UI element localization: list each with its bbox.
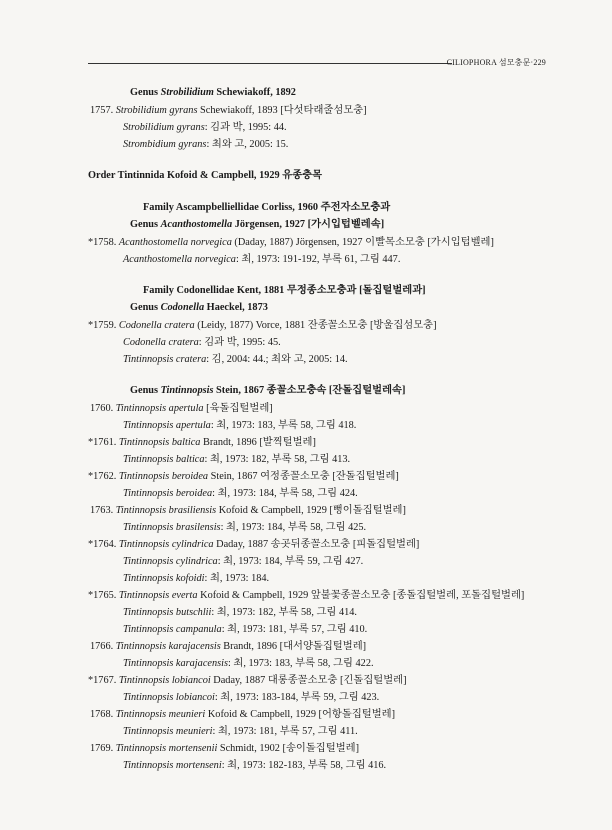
synonym-line: Tintinnopsis beroidea: 최, 1973: 184, 부록 58, 그림 424. bbox=[123, 488, 358, 499]
entry-number: 1763. bbox=[90, 505, 116, 516]
species-entry bbox=[88, 237, 494, 249]
synonym-line: Tintinnopsis campanula: 최, 1973: 181, 부록 57, 그림 410. bbox=[123, 624, 368, 635]
synonym-line: Acanthostomella norvegica: 최, 1973: 191-192, 부록 61, 그림 447. bbox=[123, 254, 401, 265]
genus-heading: Genus Tintinnopsis Stein, 1867 종꼴소모충속 [잔돌집털벌레속] bbox=[130, 385, 406, 396]
synonym-line: Strombidium gyrans: 최와 고, 2005: 15. bbox=[123, 139, 289, 150]
entry-text: Tintinnopsis baltica Brandt, 1896 [발찍털벌레] bbox=[118, 437, 316, 448]
entry-number: *1767. bbox=[88, 675, 119, 686]
species-entry bbox=[90, 743, 359, 755]
entry-text: Tintinnopsis beroidea Stein, 1867 여정종꼴소모충 [잔돌집털벌레] bbox=[118, 471, 399, 482]
entry-number: 1760. bbox=[90, 403, 116, 414]
species-entry bbox=[88, 320, 437, 332]
synonym-line: Codonella cratera: 김과 박, 1995: 45. bbox=[123, 337, 281, 348]
entry-number: 1769. bbox=[90, 743, 116, 754]
synonym-line: Tintinnopsis cylindrica: 최, 1973: 184, 부록 59, 그림 427. bbox=[123, 556, 364, 567]
species-entry bbox=[88, 539, 419, 551]
synonym-line: Tintinnopsis butschlii: 최, 1973: 182, 부록 58, 그림 414. bbox=[123, 607, 357, 618]
synonym-line: Tintinnopsis apertula: 최, 1973: 183, 부록 58, 그림 418. bbox=[123, 420, 357, 431]
species-entry bbox=[90, 505, 406, 517]
entry-text: Codonella cratera (Leidy, 1877) Vorce, 1881 잔종꼴소모충 [방울집섬모충] bbox=[118, 320, 437, 331]
entry-text: Acanthostomella norvegica (Daday, 1887) Jörgensen, 1927 이빨목소모충 [가시입텁벨레] bbox=[118, 237, 494, 248]
entry-text: Tintinnopsis brasiliensis Kofoid & Campbell, 1929 [뻥이돌집털벌레] bbox=[115, 505, 406, 516]
synonym-line: Tintinnopsis cratera: 김, 2004: 44.; 최와 고, 2005: 14. bbox=[123, 354, 348, 365]
entry-text: Strobilidium gyrans Schewiakoff, 1893 [다섯타래줄섬모충] bbox=[115, 105, 367, 116]
order-heading: Order Tintinnida Kofoid & Campbell, 1929 유종충목 bbox=[88, 170, 323, 181]
synonym-line: Tintinnopsis meunieri: 최, 1973: 181, 부록 57, 그림 411. bbox=[123, 726, 358, 737]
species-entry bbox=[88, 675, 407, 687]
genus-heading: Genus Strobilidium Schewiakoff, 1892 bbox=[130, 87, 296, 98]
genus-heading: Genus Codonella Haeckel, 1873 bbox=[130, 302, 268, 313]
entry-number: *1761. bbox=[88, 437, 119, 448]
species-entry bbox=[90, 403, 273, 415]
synonym-line: Tintinnopsis baltica: 최, 1973: 182, 부록 58, 그림 413. bbox=[123, 454, 351, 465]
entry-number: *1759. bbox=[88, 320, 119, 331]
entry-text: Tintinnopsis lobiancoi Daday, 1887 대롱종꼴소모충 [긴돌집털벌레] bbox=[118, 675, 407, 686]
entry-number: 1757. bbox=[90, 105, 116, 116]
running-header: CILIOPHORA 섬모충문·229 bbox=[446, 58, 546, 67]
entry-number: *1765. bbox=[88, 590, 119, 601]
species-entry bbox=[88, 437, 316, 449]
entry-number: *1758. bbox=[88, 237, 119, 248]
species-entry bbox=[90, 105, 367, 117]
species-entry bbox=[90, 709, 395, 721]
entry-number: 1766. bbox=[90, 641, 116, 652]
entry-text: Tintinnopsis meunieri Kofoid & Campbell, 1929 [어항돌집털벌레] bbox=[115, 709, 396, 720]
species-entry bbox=[88, 471, 399, 483]
entry-number: *1762. bbox=[88, 471, 119, 482]
synonym-line: Tintinnopsis brasilensis: 최, 1973: 184, 부록 58, 그림 425. bbox=[123, 522, 367, 533]
synonym-line: Tintinnopsis lobiancoi: 최, 1973: 183-184, 부록 59, 그림 423. bbox=[123, 692, 380, 703]
synonym-line: Tintinnopsis kofoidi: 최, 1973: 184. bbox=[123, 573, 270, 584]
entry-text: Tintinnopsis karajacensis Brandt, 1896 [대서양돌집털벌레] bbox=[115, 641, 367, 652]
entry-number: *1764. bbox=[88, 539, 119, 550]
entry-text: Tintinnopsis cylindrica Daday, 1887 송곳뒤종꼴소모충 [피돌집털벌레] bbox=[118, 539, 420, 550]
family-heading: Family Codonellidae Kent, 1881 무정종소모충과 [돌집털벌레과] bbox=[143, 285, 426, 296]
species-entry bbox=[88, 590, 524, 602]
entry-text: Tintinnopsis mortensenii Schmidt, 1902 [송이돌집털벌레] bbox=[115, 743, 360, 754]
genus-heading: Genus Acanthostomella Jörgensen, 1927 [가시입텁벨레속] bbox=[130, 219, 385, 230]
synonym-line: Tintinnopsis mortenseni: 최, 1973: 182-183, 부록 58, 그림 416. bbox=[123, 760, 387, 771]
header-rule bbox=[88, 63, 452, 64]
entry-number: 1768. bbox=[90, 709, 116, 720]
species-entry bbox=[90, 641, 366, 653]
entry-text: Tintinnopsis everta Kofoid & Campbell, 1929 앞불꽃종꼴소모충 [종돌집털벌레, 포돌집털벌레] bbox=[118, 590, 525, 601]
synonym-line: Strobilidium gyrans: 김과 박, 1995: 44. bbox=[123, 122, 287, 133]
entry-text: Tintinnopsis apertula [육돌집털벌레] bbox=[115, 403, 273, 414]
synonym-line: Tintinnopsis karajacensis: 최, 1973: 183, 부록 58, 그림 422. bbox=[123, 658, 374, 669]
family-heading: Family Ascampbelliellidae Corliss, 1960 주전자소모충과 bbox=[143, 202, 391, 213]
